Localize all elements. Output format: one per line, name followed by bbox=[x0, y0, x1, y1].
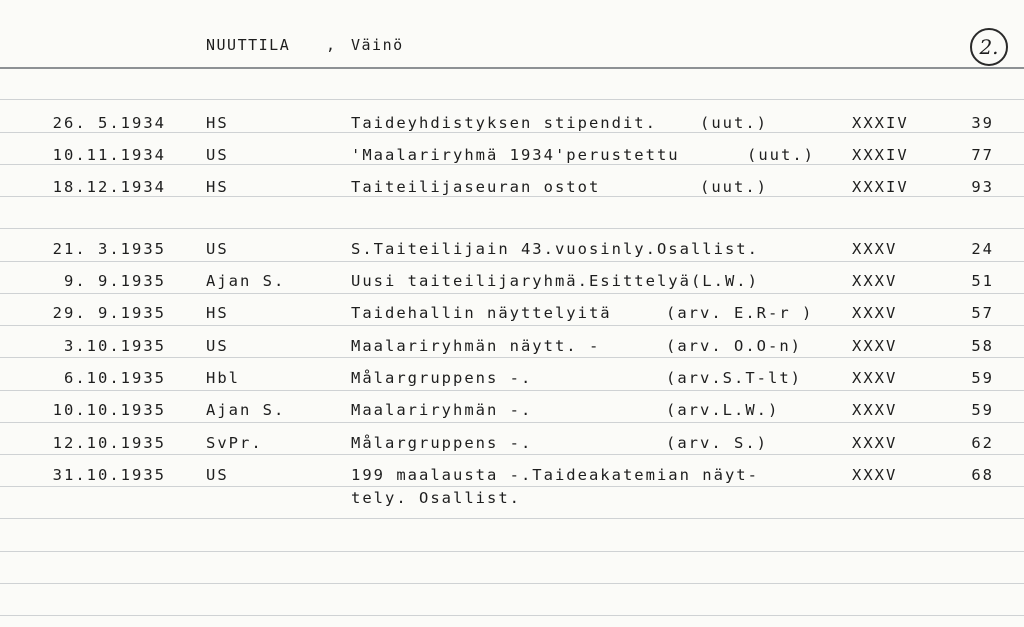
entry-newspaper: HS bbox=[206, 114, 229, 132]
first-name: Väinö bbox=[351, 36, 404, 54]
entry-note: (uut.) bbox=[666, 178, 768, 196]
entry-volume: XXXV bbox=[852, 304, 898, 322]
entry-title: 'Maalariryhmä 1934'perustettu bbox=[351, 146, 680, 164]
entry-newspaper: US bbox=[206, 146, 229, 164]
entry-newspaper: HS bbox=[206, 178, 229, 196]
entry-note: (uut.) bbox=[666, 114, 768, 132]
entry-note: (arv. E.R-r ) bbox=[666, 304, 814, 322]
entry-newspaper: Ajan S. bbox=[206, 401, 286, 419]
entry-title: Taidehallin näyttelyitä bbox=[351, 304, 612, 322]
entry-title: Taiteilijaseuran ostot bbox=[351, 178, 601, 196]
entry-row bbox=[0, 298, 1024, 329]
entry-title: Taideyhdistyksen stipendit. bbox=[351, 114, 657, 132]
entry-volume: XXXV bbox=[852, 240, 898, 258]
entry-newspaper: HS bbox=[206, 304, 229, 322]
entry-note: (uut.) bbox=[747, 146, 815, 164]
entry-volume: XXXIV bbox=[852, 146, 909, 164]
entry-newspaper: Ajan S. bbox=[206, 272, 286, 290]
entry-row bbox=[0, 266, 1024, 297]
card-number-circle bbox=[970, 28, 1008, 66]
line-rule bbox=[0, 228, 1024, 229]
entry-page: 58 bbox=[971, 337, 994, 355]
entry-date: 12.10.1935 bbox=[52, 434, 166, 452]
entry-title: Målargruppens -. bbox=[351, 369, 533, 387]
line-rule bbox=[0, 615, 1024, 616]
entry-row bbox=[0, 234, 1024, 265]
entry-volume: XXXV bbox=[852, 337, 898, 355]
entry-date: 9. 9.1935 bbox=[64, 272, 166, 290]
entry-row bbox=[0, 172, 1024, 203]
entry-note: (arv. O.O-n) bbox=[666, 337, 802, 355]
entry-date: 10.11.1934 bbox=[52, 146, 166, 164]
entry-newspaper: US bbox=[206, 337, 229, 355]
name-separator: , bbox=[326, 36, 337, 54]
entry-volume: XXXV bbox=[852, 434, 898, 452]
entry-page: 39 bbox=[971, 114, 994, 132]
entry-volume: XXXV bbox=[852, 466, 898, 484]
entry-page: 68 bbox=[971, 466, 994, 484]
entry-page: 93 bbox=[971, 178, 994, 196]
entry-date: 29. 9.1935 bbox=[52, 304, 166, 322]
entry-row bbox=[0, 460, 1024, 491]
entry-title-continuation: tely. Osallist. bbox=[351, 489, 521, 507]
entry-row bbox=[0, 108, 1024, 139]
entry-date: 21. 3.1935 bbox=[52, 240, 166, 258]
entry-date: 6.10.1935 bbox=[64, 369, 166, 387]
entry-date: 10.10.1935 bbox=[52, 401, 166, 419]
entry-page: 24 bbox=[971, 240, 994, 258]
entry-newspaper: US bbox=[206, 240, 229, 258]
entry-page: 77 bbox=[971, 146, 994, 164]
entry-date: 18.12.1934 bbox=[52, 178, 166, 196]
entry-volume: XXXIV bbox=[852, 114, 909, 132]
entry-title: Målargruppens -. bbox=[351, 434, 533, 452]
entry-volume: XXXV bbox=[852, 401, 898, 419]
entry-volume: XXXV bbox=[852, 272, 898, 290]
entry-note: (arv. S.) bbox=[666, 434, 768, 452]
line-rule bbox=[0, 551, 1024, 552]
entry-row bbox=[0, 331, 1024, 362]
entry-date: 31.10.1935 bbox=[52, 466, 166, 484]
entry-newspaper: US bbox=[206, 466, 229, 484]
entry-title: Maalariryhmän -. bbox=[351, 401, 533, 419]
entry-date: 26. 5.1934 bbox=[52, 114, 166, 132]
line-rule bbox=[0, 583, 1024, 584]
entry-page: 59 bbox=[971, 401, 994, 419]
entry-page: 57 bbox=[971, 304, 994, 322]
entry-title: Maalariryhmän näytt. - bbox=[351, 337, 601, 355]
entry-volume: XXXV bbox=[852, 369, 898, 387]
entry-page: 59 bbox=[971, 369, 994, 387]
line-rule bbox=[0, 99, 1024, 100]
line-rule bbox=[0, 518, 1024, 519]
entry-title: S.Taiteilijain 43.vuosinly.Osallist. bbox=[351, 240, 759, 258]
entry-row bbox=[0, 140, 1024, 171]
card-number: 2. bbox=[979, 35, 999, 59]
entry-note: (arv.L.W.) bbox=[666, 401, 780, 419]
entry-note: (arv.S.T-lt) bbox=[666, 369, 802, 387]
entry-volume: XXXIV bbox=[852, 178, 909, 196]
entry-title: 199 maalausta -.Taideakatemian näyt- bbox=[351, 466, 759, 484]
surname: NUUTTILA bbox=[206, 36, 291, 54]
entry-row bbox=[0, 428, 1024, 459]
entry-row bbox=[0, 363, 1024, 394]
entry-newspaper: SvPr. bbox=[206, 434, 263, 452]
entry-newspaper: Hbl bbox=[206, 369, 240, 387]
entry-row bbox=[0, 395, 1024, 426]
entry-title: Uusi taiteilijaryhmä.Esittelyä(L.W.) bbox=[351, 272, 759, 290]
header-rule bbox=[0, 67, 1024, 69]
entry-date: 3.10.1935 bbox=[64, 337, 166, 355]
entry-page: 51 bbox=[971, 272, 994, 290]
entry-page: 62 bbox=[971, 434, 994, 452]
